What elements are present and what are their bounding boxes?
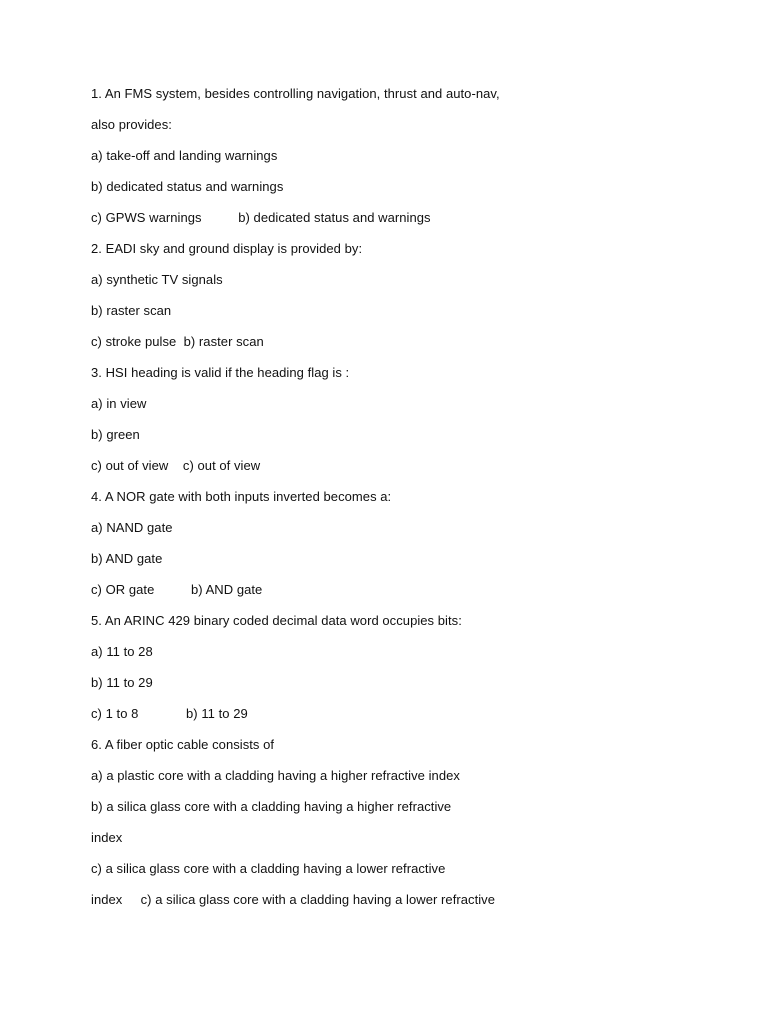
q1-option-b: b) dedicated status and warnings <box>91 179 284 194</box>
q1-option-c-answer: c) GPWS warnings b) dedicated status and warnings <box>91 210 431 225</box>
q5-stem: 5. An ARINC 429 binary coded decimal data word occupies bits: <box>91 613 462 628</box>
q3-option-c-answer: c) out of view c) out of view <box>91 458 261 473</box>
q4-option-a: a) NAND gate <box>91 520 173 535</box>
q4-stem: 4. A NOR gate with both inputs inverted becomes a: <box>91 489 392 504</box>
q1-option-a: a) take-off and landing warnings <box>91 148 278 163</box>
q1-stem-line-2: also provides: <box>91 117 172 132</box>
question-text-block <box>91 84 731 921</box>
q6-stem: 6. A fiber optic cable consists of <box>91 737 275 752</box>
q2-option-b: b) raster scan <box>91 303 172 318</box>
q4-option-c-answer: c) OR gate b) AND gate <box>91 582 263 597</box>
q5-option-a: a) 11 to 28 <box>91 644 153 659</box>
q3-option-a: a) in view <box>91 396 147 411</box>
q6-option-c-line-2-answer: index c) a silica glass core with a cladding having a lower refractive <box>91 892 495 907</box>
q3-stem: 3. HSI heading is valid if the heading flag is : <box>91 365 350 380</box>
q4-option-b: b) AND gate <box>91 551 163 566</box>
q2-option-c-answer: c) stroke pulse b) raster scan <box>91 334 264 349</box>
q1-stem-line-1: 1. An FMS system, besides controlling navigation, thrust and auto-nav, <box>91 86 500 101</box>
q6-option-b-line-2: index <box>91 830 123 845</box>
q2-option-a: a) synthetic TV signals <box>91 272 223 287</box>
q3-option-b: b) green <box>91 427 140 442</box>
q6-option-b-line-1: b) a silica glass core with a cladding having a higher refractive <box>91 799 452 814</box>
q2-stem: 2. EADI sky and ground display is provided by: <box>91 241 363 256</box>
q6-option-c-line-1: c) a silica glass core with a cladding having a lower refractive <box>91 861 446 876</box>
q6-option-a: a) a plastic core with a cladding having a higher refractive index <box>91 768 460 783</box>
q5-option-c-answer: c) 1 to 8 b) 11 to 29 <box>91 706 248 721</box>
q5-option-b: b) 11 to 29 <box>91 675 153 690</box>
